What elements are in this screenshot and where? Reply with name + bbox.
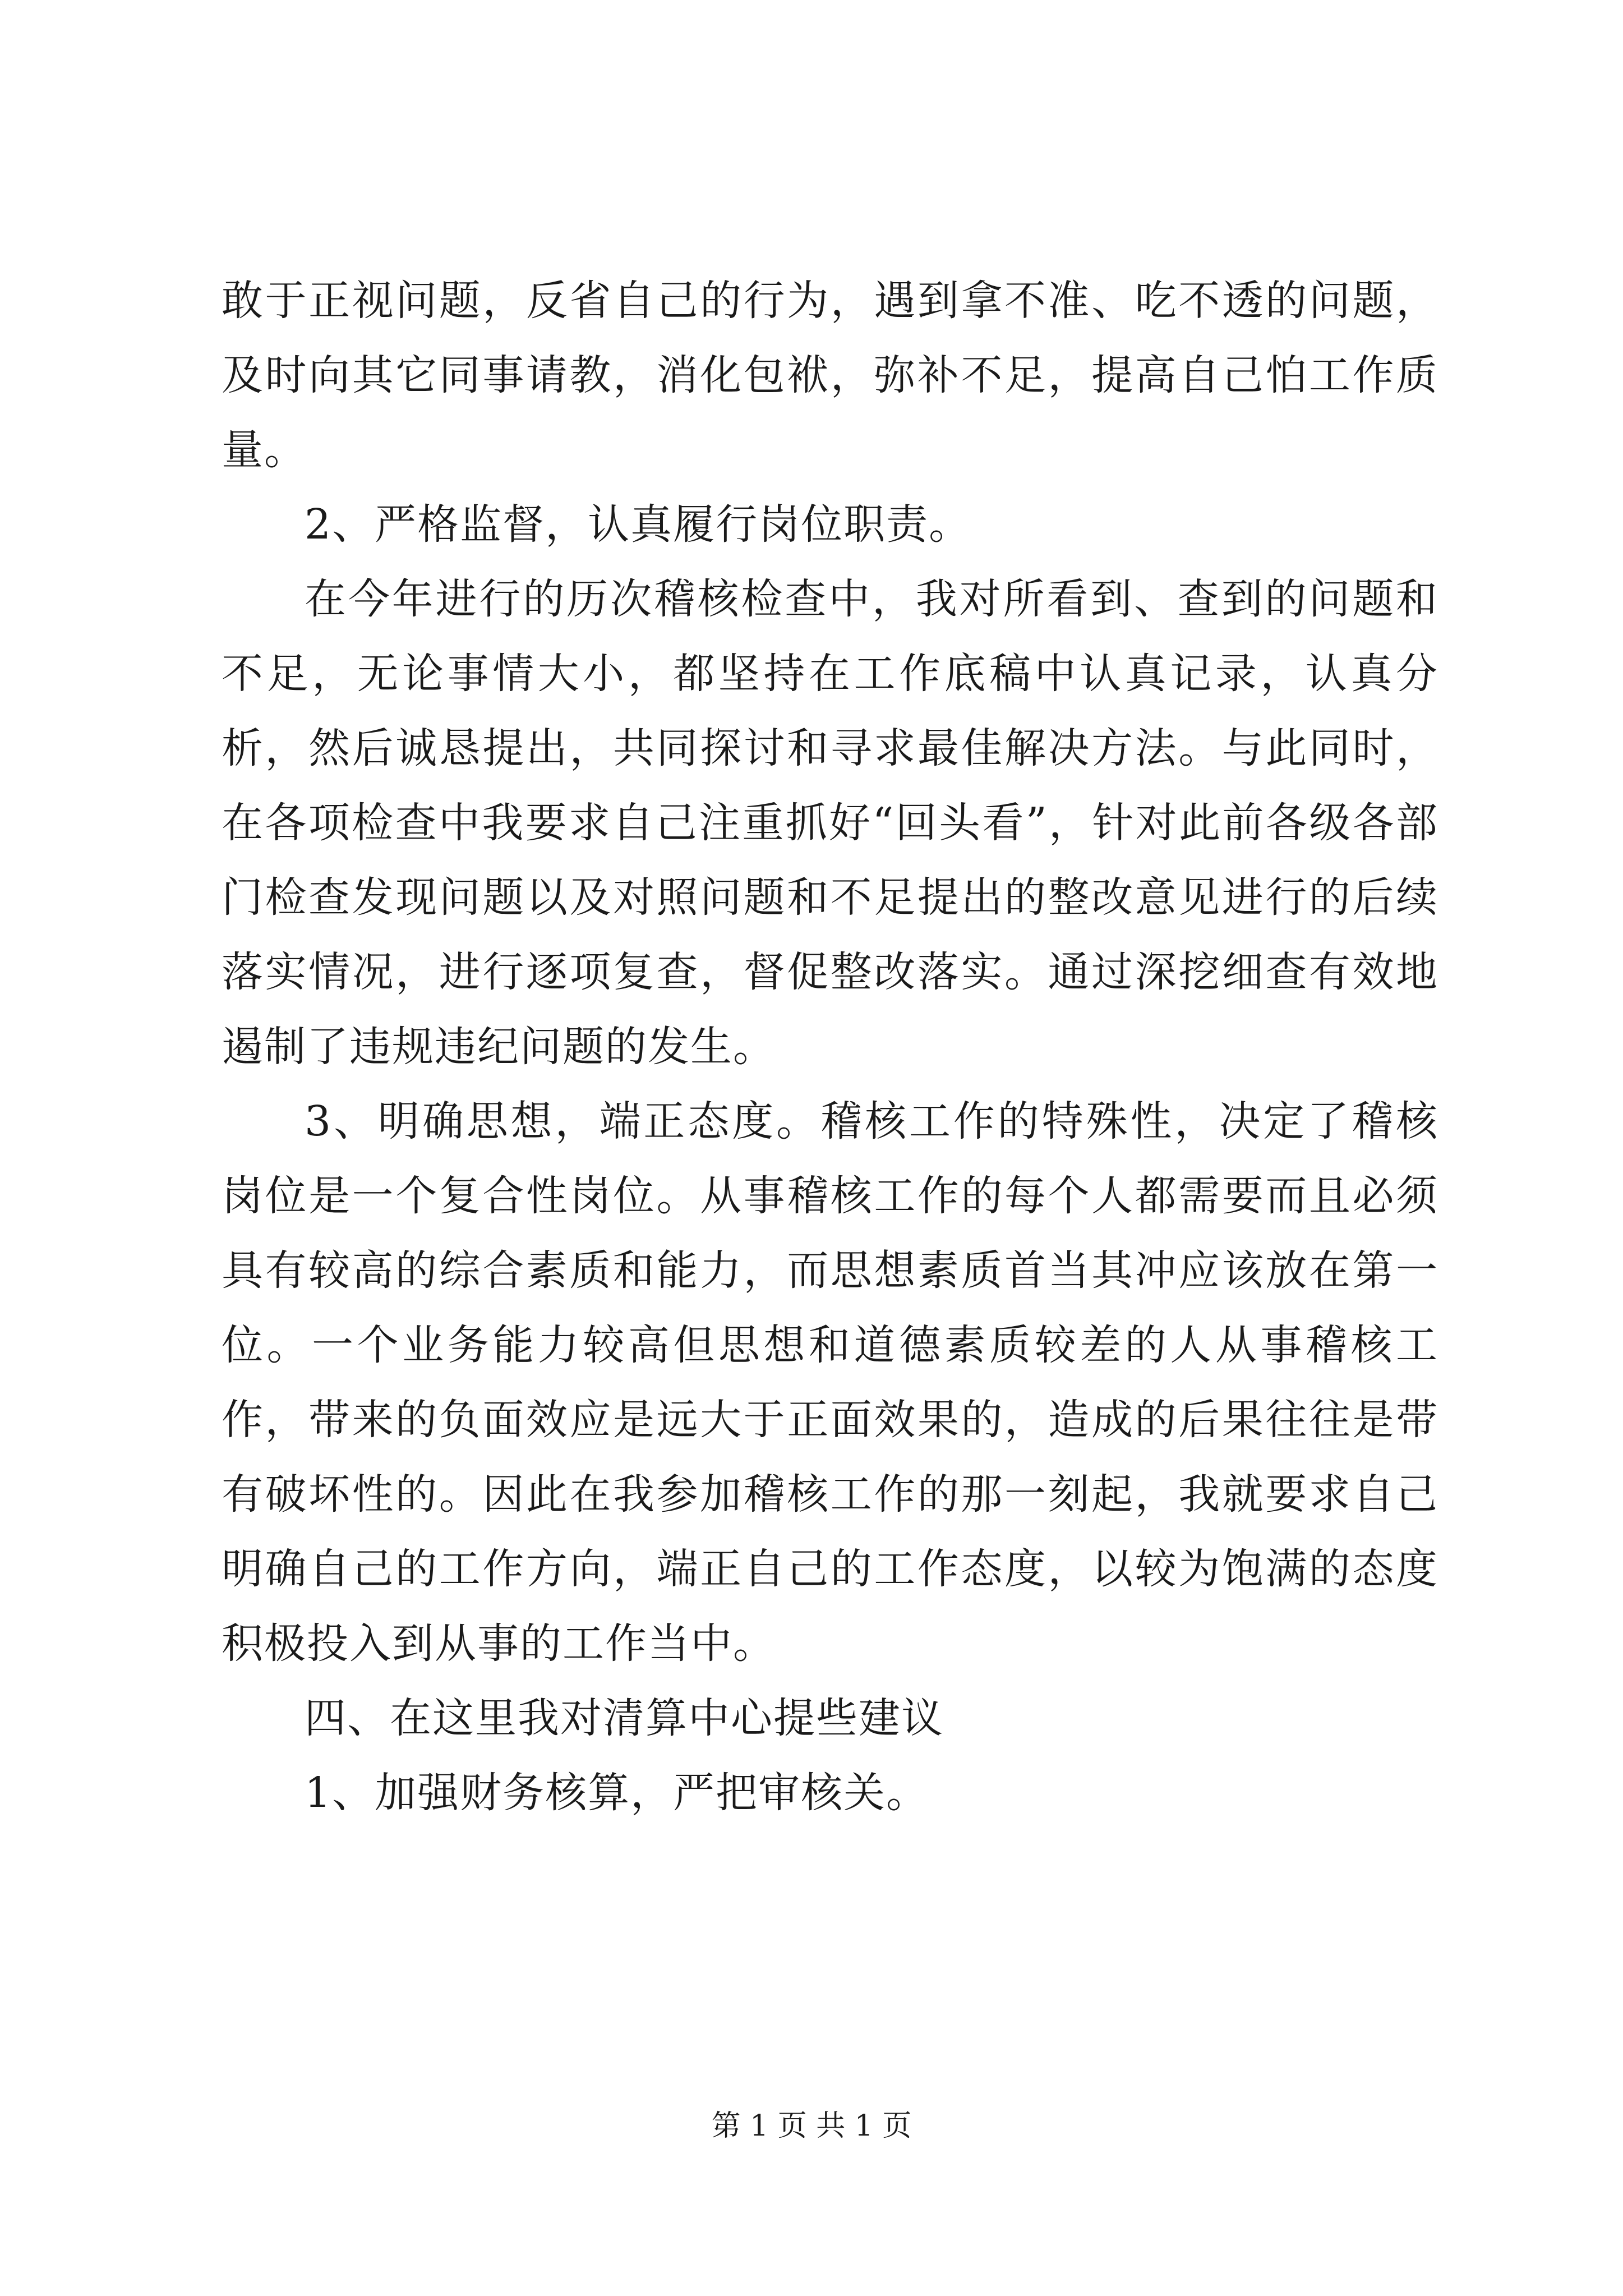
paragraph-continuation: 敢于正视问题，反省自己的行为，遇到拿不准、吃不透的问题，及时向其它同事请教，消化包袱，弥补不足，提高自己怕工作质量。 [222,277,1438,474]
section-heading-4: 四、在这里我对清算中心提些建议 [305,1694,944,1742]
document-body [222,264,1438,1830]
page-footer: 第 1 页 共 1 页 [711,2109,912,2143]
paragraph-heading-2: 2、严格监督，认真履行岗位职责。 [305,500,972,549]
paragraph-suggestion-1: 1、加强财务核算，严把审核关。 [305,1769,929,1817]
paragraph-audit-inspection: 在今年进行的历次稽核检查中，我对所看到、查到的问题和不足，无论事情大小，都坚持在工作底稿中认真记录，认真分析，然后诚恳提出，共同探讨和寻求最佳解决方法。与此同时，在各项检查中我要求自己注重抓好“回头看”，针对此前各级各部门检查发现问题以及对照问题和不足提出的整改意见进行的后续落实情况，进行逐项复查，督促整改落实。通过深挖细查有效地遏制了违规违纪问题的发生。 [222,575,1438,1071]
paragraph-heading-3: 3、明确思想，端正态度。稽核工作的特殊性，决定了稽核岗位是一个复合性岗位。从事稽核工作的每个人都需要而且必须具有较高的综合素质和能力，而思想素质首当其冲应该放在第一位。一个业务能力较高但思想和道德素质较差的人从事稽核工作，带来的负面效应是远大于正面效果的，造成的后果往往是带有破坏性的。因此在我参加稽核工作的那一刻起，我就要求自己明确自己的工作方向，端正自己的工作态度，以较为饱满的态度积极投入到从事的工作当中。 [222,1097,1438,1668]
